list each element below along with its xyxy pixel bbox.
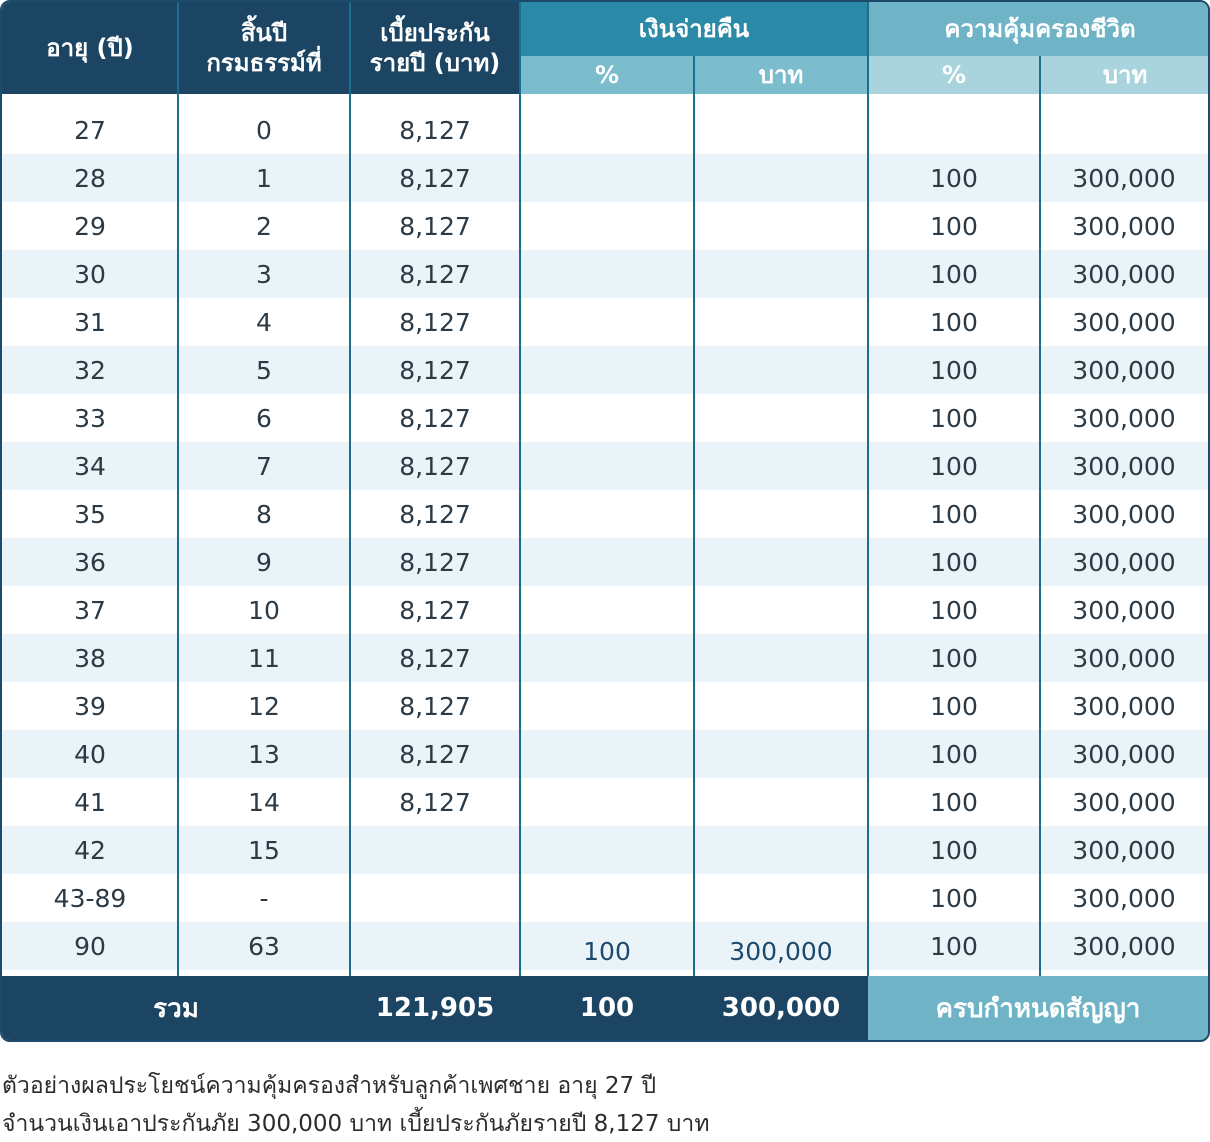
- cell-age: 33: [74, 403, 106, 433]
- cell-coverage-baht: 300,000: [1072, 883, 1176, 913]
- header-policy-year: สิ้นปี กรมธรรม์ที่: [206, 19, 322, 77]
- cell-coverage-pct: 100: [930, 403, 978, 433]
- cell-coverage-baht: 300,000: [1072, 835, 1176, 865]
- cell-age: 39: [74, 691, 106, 721]
- cell-age: 28: [74, 163, 106, 193]
- table-row: [2, 346, 1208, 394]
- cell-policy-year: 14: [248, 787, 280, 817]
- cell-coverage-baht: 300,000: [1072, 307, 1176, 337]
- cell-coverage-pct: 100: [930, 499, 978, 529]
- cell-coverage-pct: 100: [930, 787, 978, 817]
- cell-payout-pct: [520, 202, 694, 250]
- cell-payout-pct: [520, 346, 694, 394]
- cell-coverage-pct: 100: [930, 211, 978, 241]
- cell-payout-baht: [694, 250, 868, 298]
- cell-coverage-baht: 300,000: [1072, 547, 1176, 577]
- cell-policy-year: 2: [256, 211, 272, 241]
- cell-premium: 8,127: [399, 643, 471, 673]
- cell-payout-baht: [694, 202, 868, 250]
- cell-payout-pct: [520, 298, 694, 346]
- cell-payout-baht: [694, 94, 868, 154]
- header-coverage-pct: %: [941, 61, 967, 89]
- cell-age: 40: [74, 739, 106, 769]
- cell-premium: [350, 922, 520, 970]
- table-row: [2, 682, 1208, 730]
- cell-premium: 8,127: [399, 691, 471, 721]
- table-row: [2, 250, 1208, 298]
- cell-age: 36: [74, 547, 106, 577]
- cell-age: 32: [74, 355, 106, 385]
- column-divider: [349, 2, 351, 976]
- cell-payout-baht: [694, 538, 868, 586]
- cell-payout-pct: [520, 826, 694, 874]
- footer-total-label: รวม: [153, 993, 199, 1024]
- cell-premium: 8,127: [399, 547, 471, 577]
- cell-premium: 8,127: [399, 787, 471, 817]
- cell-age: 41: [74, 787, 106, 817]
- cell-coverage-pct: 100: [930, 883, 978, 913]
- footer-total-payout-baht: 300,000: [721, 993, 841, 1023]
- cell-age: 30: [74, 259, 106, 289]
- cell-premium: 8,127: [399, 259, 471, 289]
- cell-coverage-baht: 300,000: [1072, 163, 1176, 193]
- cell-payout-pct: [520, 538, 694, 586]
- cell-payout-baht: [694, 826, 868, 874]
- cell-policy-year: 63: [248, 931, 280, 961]
- cell-policy-year: 7: [256, 451, 272, 481]
- table-row: [2, 826, 1208, 874]
- cell-age: 27: [74, 115, 106, 145]
- cell-coverage-baht: 300,000: [1072, 403, 1176, 433]
- cell-coverage-pct: 100: [930, 355, 978, 385]
- header-coverage-baht: บาท: [1102, 61, 1148, 89]
- cell-coverage-pct: 100: [930, 691, 978, 721]
- footer-total-payout-pct: 100: [579, 993, 635, 1023]
- cell-policy-year: -: [259, 883, 269, 913]
- cell-payout-baht: [694, 442, 868, 490]
- table-row: [2, 778, 1208, 826]
- table-row: [2, 586, 1208, 634]
- footer-total-premium: 121,905: [375, 993, 495, 1023]
- column-divider: [1039, 56, 1041, 976]
- cell-coverage-baht: 300,000: [1072, 691, 1176, 721]
- cell-coverage-baht: 300,000: [1072, 931, 1176, 961]
- cell-premium: 8,127: [399, 739, 471, 769]
- table-row: [2, 298, 1208, 346]
- cell-coverage-pct: 100: [930, 307, 978, 337]
- cell-payout-baht: [694, 634, 868, 682]
- header-premium: เบี้ยประกัน รายปี (บาท): [369, 19, 501, 77]
- cell-coverage-pct: 100: [930, 451, 978, 481]
- note-line-1: ตัวอย่างผลประโยชน์ความคุ้มครองสำหรับลูกค้าเพศชาย อายุ 27 ปี: [2, 1073, 657, 1099]
- table-row: [2, 634, 1208, 682]
- cell-policy-year: 3: [256, 259, 272, 289]
- cell-premium: 8,127: [399, 307, 471, 337]
- cell-payout-baht: [694, 298, 868, 346]
- column-divider: [693, 56, 695, 1042]
- cell-coverage-pct: 100: [930, 163, 978, 193]
- cell-age: 42: [74, 835, 106, 865]
- cell-coverage-pct: 100: [930, 931, 978, 961]
- cell-age: 90: [74, 931, 106, 961]
- cell-payout-pct: [520, 154, 694, 202]
- cell-age: 37: [74, 595, 106, 625]
- cell-payout-pct: [520, 682, 694, 730]
- column-divider: [177, 2, 179, 976]
- table-row: [2, 94, 1208, 154]
- cell-premium: 8,127: [399, 451, 471, 481]
- cell-age: 38: [74, 643, 106, 673]
- cell-payout-pct: [520, 490, 694, 538]
- cell-payout-pct: [520, 394, 694, 442]
- cell-payout-pct: [520, 586, 694, 634]
- cell-premium: 8,127: [399, 403, 471, 433]
- table-row: [2, 202, 1208, 250]
- header-payout-pct: %: [594, 61, 620, 89]
- cell-policy-year: 15: [248, 835, 280, 865]
- cell-payout-pct: [520, 730, 694, 778]
- cell-coverage-baht: [1040, 94, 1208, 154]
- cell-policy-year: 13: [248, 739, 280, 769]
- cell-premium: 8,127: [399, 499, 471, 529]
- cell-payout-pct: [520, 94, 694, 154]
- cell-payout-baht: [694, 394, 868, 442]
- cell-policy-year: 5: [256, 355, 272, 385]
- cell-payout-pct: 100: [583, 936, 631, 966]
- table-row: [2, 922, 1208, 970]
- cell-payout-pct: [520, 874, 694, 922]
- cell-policy-year: 9: [256, 547, 272, 577]
- cell-policy-year: 11: [248, 643, 280, 673]
- cell-coverage-pct: 100: [930, 835, 978, 865]
- header-age: อายุ (ปี): [46, 34, 134, 62]
- cell-premium: 8,127: [399, 595, 471, 625]
- cell-coverage-pct: 100: [930, 739, 978, 769]
- table-row: [2, 442, 1208, 490]
- cell-coverage-pct: 100: [930, 547, 978, 577]
- cell-policy-year: 0: [256, 115, 272, 145]
- cell-policy-year: 1: [256, 163, 272, 193]
- table-row: [2, 394, 1208, 442]
- cell-coverage-baht: 300,000: [1072, 643, 1176, 673]
- cell-policy-year: 6: [256, 403, 272, 433]
- cell-coverage-baht: 300,000: [1072, 211, 1176, 241]
- cell-payout-baht: [694, 346, 868, 394]
- header-payout: เงินจ่ายคืน: [638, 15, 750, 43]
- cell-age: 34: [74, 451, 106, 481]
- cell-policy-year: 12: [248, 691, 280, 721]
- column-divider: [867, 2, 869, 1042]
- cell-age: 43-89: [53, 883, 127, 913]
- cell-policy-year: 4: [256, 307, 272, 337]
- table-row: [2, 154, 1208, 202]
- cell-coverage-baht: 300,000: [1072, 259, 1176, 289]
- cell-age: 35: [74, 499, 106, 529]
- cell-coverage-baht: 300,000: [1072, 499, 1176, 529]
- header-coverage: ความคุ้มครองชีวิต: [944, 15, 1136, 43]
- cell-payout-baht: [694, 874, 868, 922]
- table-row: [2, 730, 1208, 778]
- table-row: [2, 538, 1208, 586]
- header-payout-baht: บาท: [758, 61, 804, 89]
- cell-coverage-baht: 300,000: [1072, 595, 1176, 625]
- cell-age: 29: [74, 211, 106, 241]
- table-row: [2, 874, 1208, 922]
- cell-coverage-pct: 100: [930, 643, 978, 673]
- cell-premium: 8,127: [399, 115, 471, 145]
- cell-premium: 8,127: [399, 211, 471, 241]
- cell-coverage-baht: 300,000: [1072, 451, 1176, 481]
- cell-premium: 8,127: [399, 163, 471, 193]
- column-divider: [519, 2, 521, 1042]
- cell-premium: [350, 826, 520, 874]
- cell-payout-baht: [694, 490, 868, 538]
- cell-payout-baht: [694, 682, 868, 730]
- cell-premium: [350, 874, 520, 922]
- cell-payout-pct: [520, 778, 694, 826]
- table-row: [2, 490, 1208, 538]
- cell-premium: 8,127: [399, 355, 471, 385]
- cell-coverage-pct: [868, 94, 1040, 154]
- cell-payout-baht: [694, 586, 868, 634]
- cell-coverage-pct: 100: [930, 595, 978, 625]
- cell-coverage-baht: 300,000: [1072, 739, 1176, 769]
- note-line-2: จำนวนเงินเอาประกันภัย 300,000 บาท เบี้ยประกันภัยรายปี 8,127 บาท: [2, 1111, 710, 1137]
- cell-coverage-pct: 100: [930, 259, 978, 289]
- cell-payout-pct: [520, 442, 694, 490]
- cell-coverage-baht: 300,000: [1072, 355, 1176, 385]
- cell-policy-year: 10: [248, 595, 280, 625]
- cell-payout-baht: 300,000: [729, 936, 833, 966]
- cell-payout-pct: [520, 250, 694, 298]
- cell-payout-baht: [694, 778, 868, 826]
- cell-payout-baht: [694, 154, 868, 202]
- cell-coverage-baht: 300,000: [1072, 787, 1176, 817]
- footer-maturity-label: ครบกำหนดสัญญา: [935, 993, 1141, 1024]
- cell-payout-baht: [694, 730, 868, 778]
- cell-age: 31: [74, 307, 106, 337]
- cell-payout-pct: [520, 634, 694, 682]
- cell-policy-year: 8: [256, 499, 272, 529]
